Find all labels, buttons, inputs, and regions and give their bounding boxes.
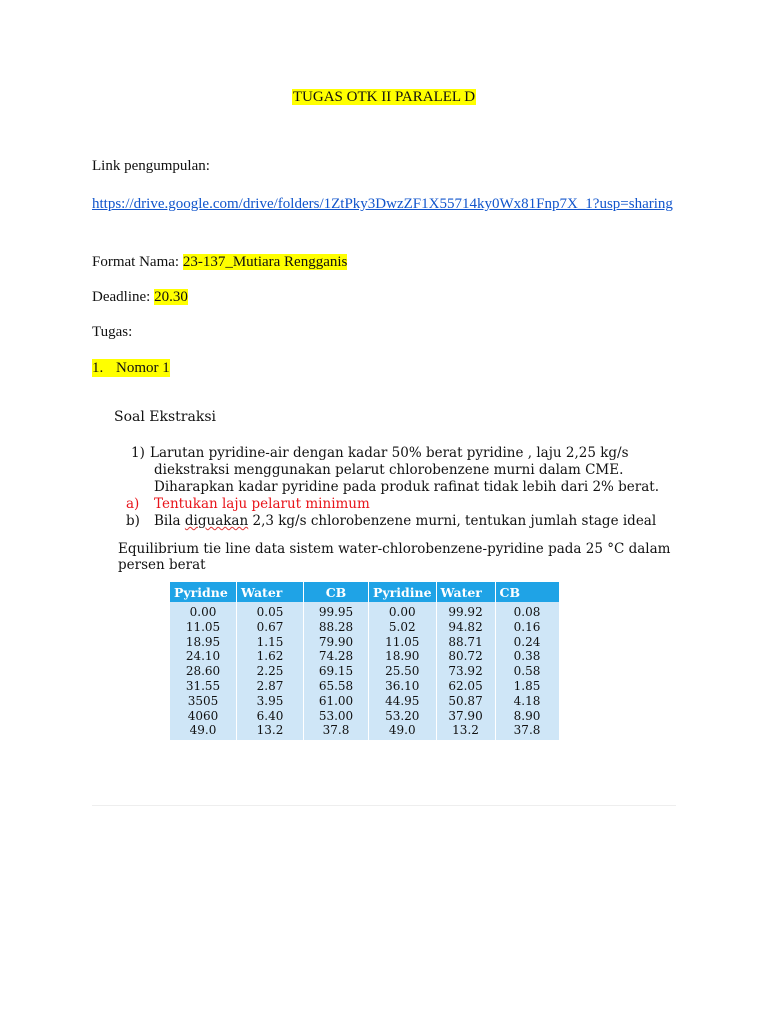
table-cell: 13.2 [237, 723, 304, 740]
sub-question-a-label: a) [126, 496, 140, 512]
table-cell: 3.95 [237, 694, 304, 709]
table-cell: 99.95 [304, 602, 369, 620]
table-cell: 2.25 [237, 664, 304, 679]
table-row [170, 649, 559, 664]
task-item-label: Nomor 1 [116, 360, 170, 376]
header-cb-raffinate: CB [304, 582, 369, 602]
table-cell: 2.87 [237, 679, 304, 694]
table-cell: 0.00 [369, 602, 437, 620]
sub-question-a-text: Tentukan laju pelarut minimum [154, 496, 370, 512]
table-row [170, 620, 559, 635]
table-cell: 88.71 [437, 635, 496, 650]
table-cell: 50.87 [437, 694, 496, 709]
question-1-line-3: Diharapkan kadar pyridine pada produk rafinat tidak lebih dari 2% berat. [154, 479, 660, 495]
table-cell: 73.92 [437, 664, 496, 679]
table-cell: 37.8 [496, 723, 559, 740]
table-cell: 80.72 [437, 649, 496, 664]
table-cell: 37.90 [437, 709, 496, 724]
table-cell: 18.95 [170, 635, 237, 650]
table-row [170, 723, 559, 740]
equilibrium-table [170, 582, 559, 740]
table-cell: 74.28 [304, 649, 369, 664]
table-cell: 99.92 [437, 602, 496, 620]
sub-question-b-text [154, 513, 674, 530]
table-row [170, 709, 559, 724]
table-cell: 79.90 [304, 635, 369, 650]
table-cell: 44.95 [369, 694, 437, 709]
task-item [92, 359, 170, 377]
format-nama-value: 23-137_Mutiara Rengganis [182, 254, 348, 270]
deadline-value: 20.30 [154, 289, 188, 305]
table-cell: 88.28 [304, 620, 369, 635]
sub-question-b-misspelled-word: diguakan [184, 513, 249, 529]
table-cell: 0.24 [496, 635, 559, 650]
table-cell: 36.10 [369, 679, 437, 694]
header-water-raffinate: Water [237, 582, 304, 602]
table-cell: 94.82 [437, 620, 496, 635]
table-cell: 8.90 [496, 709, 559, 724]
table-cell: 0.05 [237, 602, 304, 620]
table-cell: 1.15 [237, 635, 304, 650]
table-cell: 49.0 [369, 723, 437, 740]
table-cell: 11.05 [369, 635, 437, 650]
document-title-text: TUGAS OTK II PARALEL D [292, 89, 476, 105]
table-cell: 65.58 [304, 679, 369, 694]
table-row [170, 694, 559, 709]
table-cell: 0.08 [496, 602, 559, 620]
header-pyridine-extract: Pyridine [369, 582, 437, 602]
table-cell: 1.62 [237, 649, 304, 664]
table-cell: 28.60 [170, 664, 237, 679]
header-water-extract: Water [437, 582, 496, 602]
table-cell: 1.85 [496, 679, 559, 694]
table-cell: 62.05 [437, 679, 496, 694]
sub-question-b-pre: Bila [154, 513, 185, 529]
link-label: Link pengumpulan: [92, 158, 210, 174]
equilibrium-caption-line-2: persen berat [118, 557, 206, 573]
table-cell: 49.0 [170, 723, 237, 740]
document-title [0, 88, 768, 106]
table-cell: 5.02 [369, 620, 437, 635]
sub-question-b-post: 2,3 kg/s chlorobenzene murni, tentukan jumlah stage ideal [248, 513, 657, 529]
format-nama-label: Format Nama: [92, 254, 180, 270]
equilibrium-caption-line-1: Equilibrium tie line data sistem water-chlorobenzene-pyridine pada 25 °C dalam [118, 541, 671, 557]
table-cell: 18.90 [369, 649, 437, 664]
table-cell: 6.40 [237, 709, 304, 724]
table-cell: 37.8 [304, 723, 369, 740]
table-cell: 53.00 [304, 709, 369, 724]
table-cell: 61.00 [304, 694, 369, 709]
table-cell: 4.18 [496, 694, 559, 709]
question-1-line-2: diekstraksi menggunakan pelarut chlorobenzene murni dalam CME. [154, 462, 624, 478]
table-cell: 53.20 [369, 709, 437, 724]
table-cell: 25.50 [369, 664, 437, 679]
table-cell: 0.58 [496, 664, 559, 679]
table-cell: 13.2 [437, 723, 496, 740]
table-cell: 3505 [170, 694, 237, 709]
table-header-row [170, 582, 559, 602]
question-1-line-1: Larutan pyridine-air dengan kadar 50% berat pyridine , laju 2,25 kg/s [150, 445, 629, 461]
table-row [170, 635, 559, 650]
submission-link[interactable]: https://drive.google.com/drive/folders/1ZtPky3DwzZF1X55714ky0Wx81Fnp7X_1?usp=sharing [92, 196, 673, 212]
task-item-number: 1. [92, 360, 104, 376]
deadline-line [92, 288, 188, 306]
header-cb-extract: CB [496, 582, 559, 602]
table-cell: 0.16 [496, 620, 559, 635]
table-cell: 0.00 [170, 602, 237, 620]
soal-title: Soal Ekstraksi [114, 409, 216, 425]
table-row [170, 602, 559, 620]
table-cell: 0.38 [496, 649, 559, 664]
page-divider [92, 805, 676, 806]
table-cell: 4060 [170, 709, 237, 724]
table-cell: 11.05 [170, 620, 237, 635]
deadline-label: Deadline: [92, 289, 151, 305]
table-cell: 24.10 [170, 649, 237, 664]
table-cell: 69.15 [304, 664, 369, 679]
header-pyridine-raffinate: Pyridne [170, 582, 237, 602]
table-row [170, 664, 559, 679]
question-1-number: 1) [131, 445, 145, 461]
tugas-label: Tugas: [92, 324, 133, 340]
table-row [170, 679, 559, 694]
sub-question-b-label: b) [126, 513, 140, 529]
table-cell: 31.55 [170, 679, 237, 694]
table-cell: 0.67 [237, 620, 304, 635]
format-nama-line [92, 253, 347, 271]
